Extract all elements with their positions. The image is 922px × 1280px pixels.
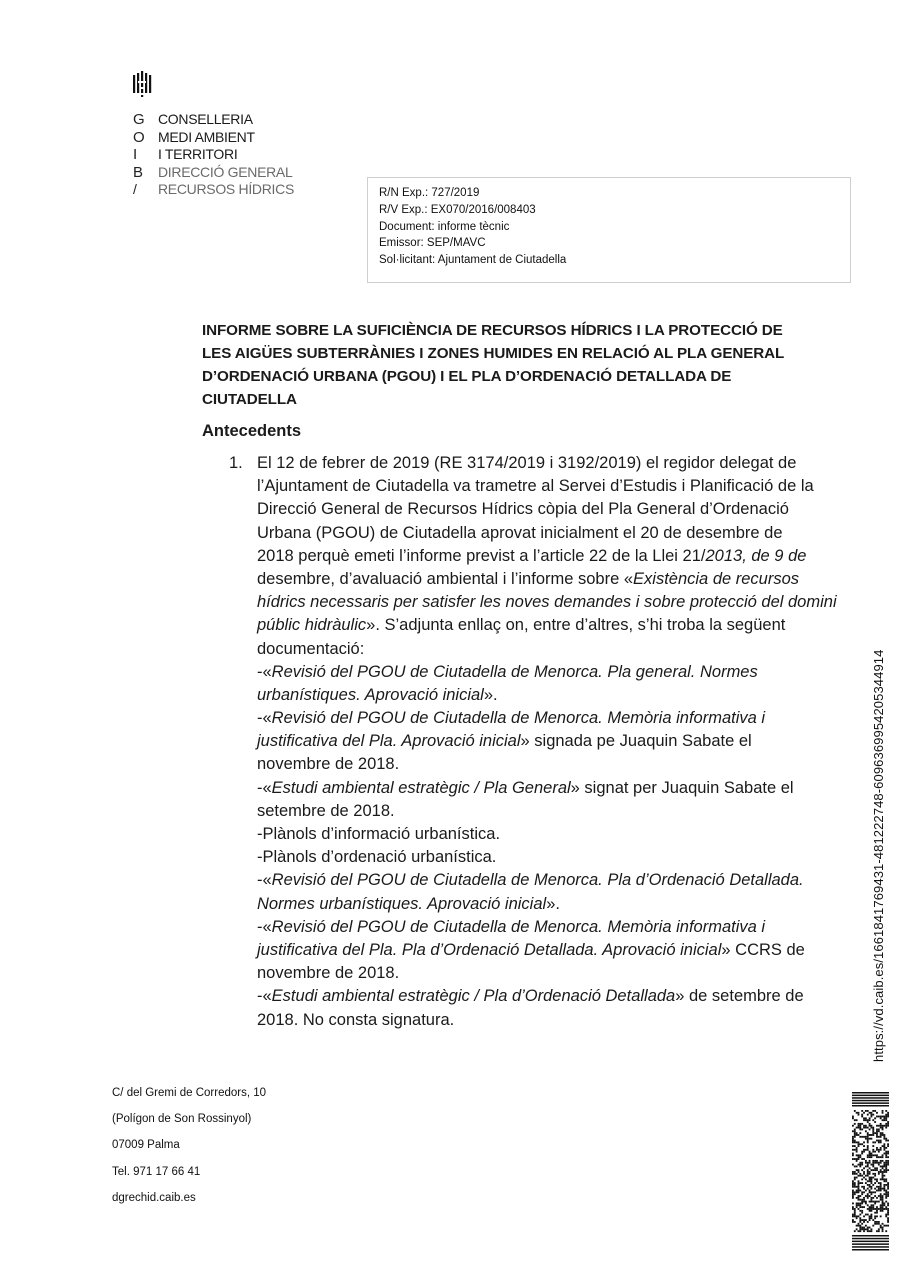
body-text-segment: 2018. No consta signatura. — [257, 1010, 455, 1029]
goib-logo-icon — [131, 71, 153, 99]
body-line — [257, 614, 857, 637]
body-line — [257, 800, 857, 823]
italic-text: Existència de recursos — [633, 569, 800, 588]
qr-code-icon — [852, 1092, 889, 1252]
letterhead-label: CONSELLERIA — [158, 111, 253, 128]
body-line — [257, 452, 857, 475]
body-text-segment: Urbana (PGOU) de Ciutadella aprovat inicialment el 20 de desembre de — [257, 523, 783, 542]
italic-text: hídrics necessaris per satisfer les noves demandes i sobre protecció del domini — [257, 593, 837, 612]
footer-line: 07009 Palma — [112, 1139, 180, 1152]
body-text-segment: -« — [257, 778, 272, 797]
body-text-segment: ». — [483, 685, 498, 704]
title-line: CIUTADELLA — [202, 391, 297, 408]
italic-text: Normes urbanístiques. Aprovació inicial — [257, 894, 547, 913]
body-line — [257, 568, 857, 591]
reference-line: Sol·licitant: Ajuntament de Ciutadella — [379, 254, 567, 267]
body-line — [257, 846, 857, 869]
body-text-segment: 2018 perquè emeti l’informe previst a l’article 22 de la Llei 21/ — [257, 546, 706, 565]
italic-text: Estudi ambiental estratègic / Pla d’Ordenació Detallada — [271, 987, 676, 1006]
body-text-segment: » signada pe Juaquin Sabate el — [520, 732, 752, 751]
letterhead-row — [133, 111, 294, 129]
letterhead-initial: / — [133, 181, 137, 198]
list-item-body — [257, 452, 857, 1032]
body-line — [257, 823, 857, 846]
letterhead-row — [133, 129, 294, 147]
letterhead-row — [133, 181, 294, 199]
reference-line: Emissor: SEP/MAVC — [379, 237, 486, 250]
body-text-segment: » CCRS de — [721, 940, 805, 959]
letterhead-initial: G — [133, 111, 145, 129]
body-text-segment: -« — [257, 662, 272, 681]
body-text-segment: -« — [257, 917, 272, 936]
title-line: LES AIGÜES SUBTERRÀNIES I ZONES HUMIDES EN RELACIÓ AL PLA GENERAL — [202, 345, 785, 362]
italic-text: públic hidràulic — [257, 616, 367, 635]
italic-text: urbanístiques. Aprovació inicial — [257, 685, 484, 704]
title-line: INFORME SOBRE LA SUFICIÈNCIA DE RECURSOS HÍDRICS I LA PROTECCIÓ DE — [202, 322, 783, 339]
letterhead-label: RECURSOS HÍDRICS — [158, 181, 294, 198]
italic-text: justificativa del Pla. Aprovació inicial — [257, 732, 521, 751]
reference-line: Document: informe tècnic — [379, 220, 510, 233]
body-line — [257, 475, 857, 498]
body-line — [257, 707, 857, 730]
body-text-segment: Direcció General de Recursos Hídrics còpia del Pla General d’Ordenació — [257, 500, 789, 519]
letterhead-initial: I — [133, 146, 138, 164]
body-line — [257, 939, 857, 962]
body-line — [257, 591, 857, 614]
body-line — [257, 684, 857, 707]
body-text-segment: -Plànols d’ordenació urbanística. — [257, 848, 497, 867]
body-line — [257, 753, 857, 776]
italic-text: justificativa del Pla. Pla d’Ordenació Detallada. Aprovació inicial — [257, 940, 722, 959]
body-text-segment: setembre de 2018. — [257, 801, 395, 820]
letterhead-row — [133, 164, 294, 182]
italic-text: Estudi ambiental estratègic / Pla General — [271, 778, 571, 797]
body-text-segment: documentació: — [257, 639, 365, 658]
reference-line: R/N Exp.: 727/2019 — [379, 187, 480, 199]
body-line — [257, 638, 857, 661]
italic-text: 2013, de 9 de — [705, 546, 807, 565]
body-line — [257, 730, 857, 753]
section-heading: Antecedents — [202, 422, 302, 440]
verification-url[interactable]: https://vd.caib.es/1661841769431-481222748-6096369954205344914 — [871, 649, 886, 1062]
letterhead-initial: O — [133, 128, 145, 146]
footer-line: Tel. 971 17 66 41 — [112, 1165, 201, 1178]
letterhead-label: MEDI AMBIENT — [158, 128, 255, 145]
body-text-segment: -Plànols d’informació urbanística. — [257, 825, 501, 843]
body-text-segment: desembre, d’avaluació ambiental i l’informe sobre « — [257, 569, 634, 588]
italic-text: Revisió del PGOU de Ciutadella de Menorca. Pla general. Normes — [271, 662, 758, 681]
letterhead — [133, 111, 294, 199]
letterhead-initial: B — [133, 163, 144, 181]
reference-line: R/V Exp.: EX070/2016/008403 — [379, 203, 536, 216]
body-line — [257, 893, 857, 916]
footer-address — [112, 1080, 266, 1211]
body-line — [257, 498, 857, 521]
body-line — [257, 962, 857, 985]
body-text-segment: ». S’adjunta enllaç on, entre d’altres, s’hi troba la següent — [366, 616, 786, 635]
body-text-segment: novembre de 2018. — [257, 964, 400, 983]
body-line — [257, 545, 857, 568]
italic-text: Revisió del PGOU de Ciutadella de Menorca. Pla d’Ordenació Detallada. — [271, 871, 804, 890]
body-text-segment: novembre de 2018. — [257, 755, 400, 774]
body-text-segment: El 12 de febrer de 2019 (RE 3174/2019 i 3192/2019) el regidor delegat de — [257, 454, 797, 472]
list-item-number: 1. — [229, 454, 243, 472]
body-text-segment: l’Ajuntament de Ciutadella va trametre al Servei d’Estudis i Planificació de la — [257, 477, 814, 496]
body-line — [257, 522, 857, 545]
body-line — [257, 985, 857, 1008]
letterhead-label: DIRECCIÓ GENERAL — [158, 163, 293, 180]
footer-line: dgrechid.caib.es — [112, 1191, 196, 1204]
body-text-segment: » de setembre de — [675, 987, 804, 1006]
body-line — [257, 777, 857, 800]
letterhead-label: I TERRITORI — [158, 146, 238, 163]
body-text-segment: ». — [546, 894, 560, 913]
title-line: D’ORDENACIÓ URBANA (PGOU) I EL PLA D’ORDENACIÓ DETALLADA DE — [202, 368, 732, 385]
reference-box — [367, 177, 851, 283]
body-line — [257, 1009, 857, 1032]
body-text-segment: -« — [257, 987, 272, 1006]
footer-line: C/ del Gremi de Corredors, 10 — [112, 1087, 267, 1099]
document-title — [202, 319, 842, 411]
footer-line: (Polígon de Son Rossinyol) — [112, 1113, 252, 1126]
letterhead-row — [133, 146, 294, 164]
italic-text: Revisió del PGOU de Ciutadella de Menorca. Memòria informativa i — [271, 709, 766, 728]
body-text-segment: -« — [257, 871, 272, 890]
body-line — [257, 661, 857, 684]
body-text-segment: » signat per Juaquin Sabate el — [570, 778, 794, 797]
italic-text: Revisió del PGOU de Ciutadella de Menorca. Memòria informativa i — [271, 917, 766, 936]
body-line — [257, 916, 857, 939]
body-text-segment: -« — [257, 709, 272, 728]
body-line — [257, 869, 857, 892]
